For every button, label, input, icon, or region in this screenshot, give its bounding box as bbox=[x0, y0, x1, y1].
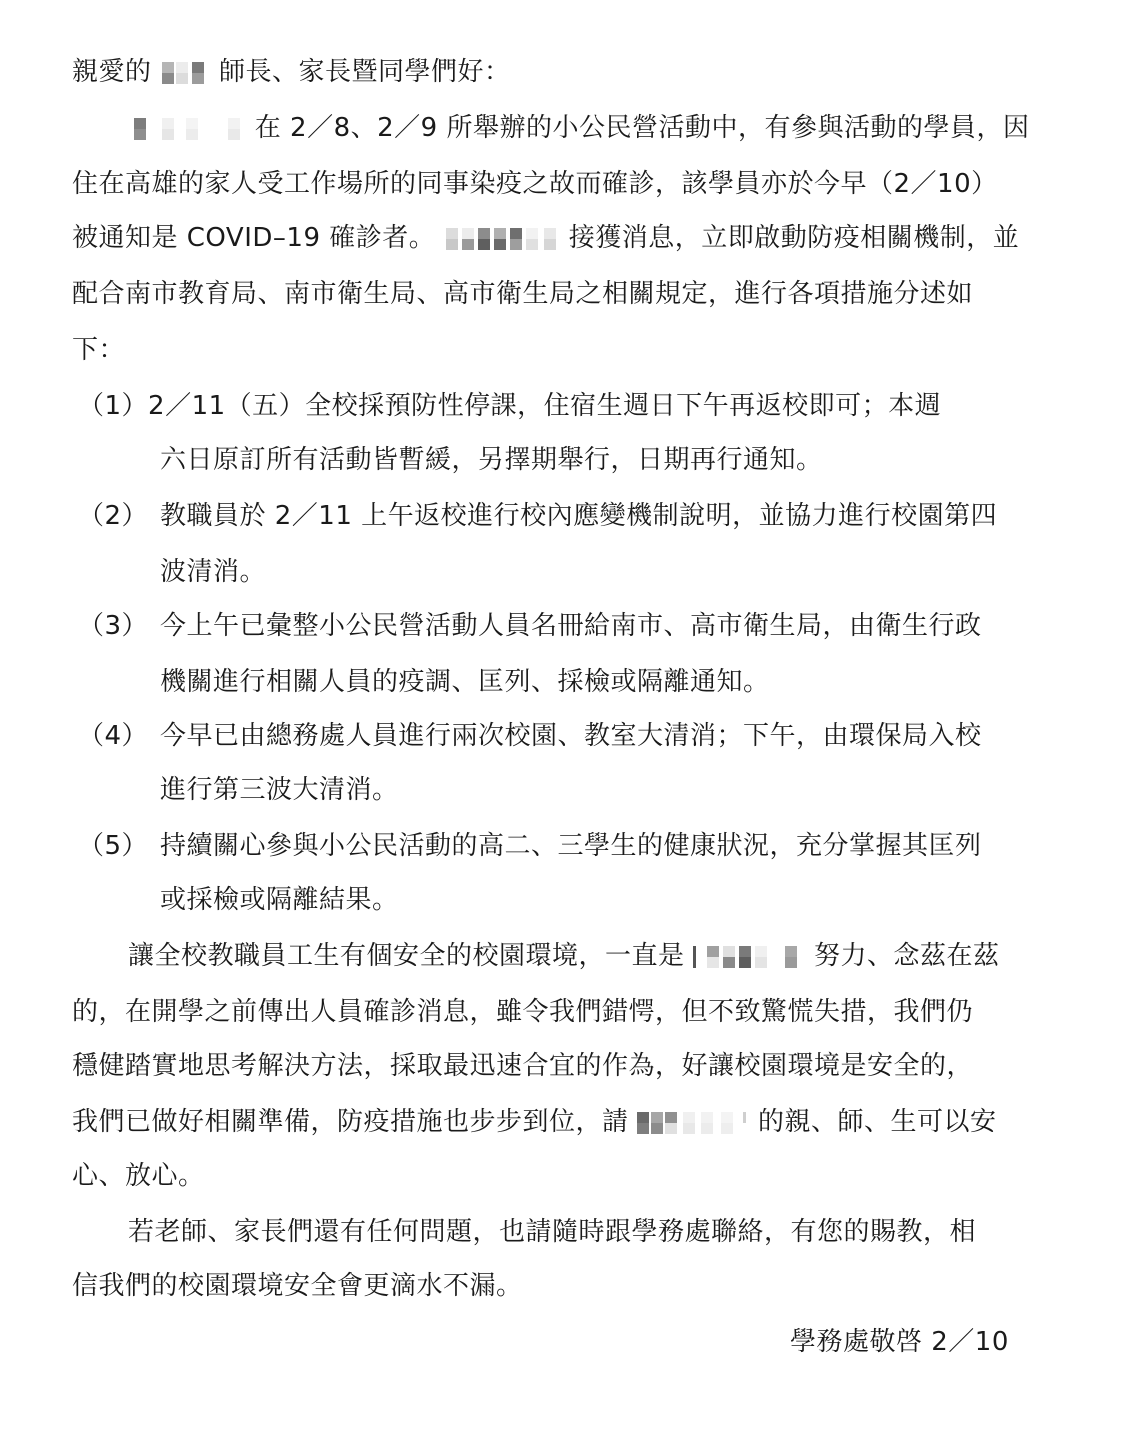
para2-line2: 的，在開學之前傳出人員確診消息，雖令我們錯愕，但不致驚慌失措，我們仍 bbox=[72, 997, 974, 1027]
para2-line5: 心、放心。 bbox=[72, 1161, 205, 1191]
item-continuation: 波清消。 bbox=[160, 557, 267, 587]
list-item bbox=[78, 718, 982, 754]
list-item bbox=[78, 498, 997, 534]
para2-line4 bbox=[72, 1104, 997, 1140]
item-text: 今上午已彙整小公民營活動人員名冊給南市、高市衛生局，由衛生行政 bbox=[160, 611, 982, 641]
para2-line1 bbox=[128, 938, 1000, 974]
para2-line1-after: 努力、念茲在茲 bbox=[814, 941, 1000, 971]
para2-line4-after: 的親、師、生可以安 bbox=[758, 1107, 997, 1137]
para1-line3 bbox=[72, 220, 1019, 256]
para2-line4-before: 我們已做好相關準備，防疫措施也步步到位，請 bbox=[72, 1107, 629, 1137]
para2-line1-before: 讓全校教職員工生有個安全的校園環境，一直是 bbox=[128, 941, 685, 971]
item-number: （3） bbox=[78, 611, 149, 641]
para1-line3-before: 被通知是 COVID–19 確診者。 bbox=[72, 223, 436, 253]
item-number: （5） bbox=[78, 831, 149, 861]
para2-line3: 穩健踏實地思考解決方法，採取最迅速合宜的作為，好讓校園環境是安全的， bbox=[72, 1051, 974, 1081]
item-number: （2） bbox=[78, 501, 149, 531]
item-continuation: 或採檢或隔離結果。 bbox=[160, 885, 399, 915]
item-text: 教職員於 2／11 上午返校進行校內應變機制說明，並協力進行校園第四 bbox=[160, 501, 998, 531]
list-item bbox=[78, 608, 982, 644]
redacted-school-name bbox=[444, 228, 560, 250]
para1-line1 bbox=[128, 110, 1029, 146]
redacted-school-name bbox=[160, 62, 210, 84]
greeting-line bbox=[72, 54, 511, 90]
para1-line1-text: 在 2／8、2／9 所舉辦的小公民營活動中，有參與活動的學員，因 bbox=[254, 113, 1030, 143]
greeting-before: 親愛的 bbox=[72, 57, 152, 87]
item-number: （1） bbox=[78, 391, 149, 421]
redacted-school-name bbox=[128, 118, 246, 140]
para1-line4: 配合南市教育局、南市衛生局、高市衛生局之相關規定，進行各項措施分述如 bbox=[72, 279, 974, 309]
greeting-after: 師長、家長暨同學們好： bbox=[219, 57, 511, 87]
item-continuation: 進行第三波大清消。 bbox=[160, 775, 399, 805]
redacted-school-name bbox=[637, 1112, 749, 1134]
para1-line3-after: 接獲消息，立即啟動防疫相關機制，並 bbox=[568, 223, 1020, 253]
para1-line5: 下： bbox=[72, 335, 126, 365]
para3-line1: 若老師、家長們還有任何問題，也請隨時跟學務處聯絡，有您的賜教，相 bbox=[128, 1217, 977, 1247]
redacted-school-name bbox=[693, 946, 805, 968]
item-text: 今早已由總務處人員進行兩次校園、教室大清消；下午，由環保局入校 bbox=[160, 721, 982, 751]
item-text: 2／11（五）全校採預防性停課，住宿生週日下午再返校即可；本週 bbox=[148, 391, 942, 421]
para3-line2: 信我們的校園環境安全會更滴水不漏。 bbox=[72, 1271, 523, 1301]
list-item bbox=[78, 388, 941, 424]
item-continuation: 機關進行相關人員的疫調、匡列、採檢或隔離通知。 bbox=[160, 667, 770, 697]
item-text: 持續關心參與小公民活動的高二、三學生的健康狀況，充分掌握其匡列 bbox=[160, 831, 982, 861]
item-continuation: 六日原訂所有活動皆暫緩，另擇期舉行，日期再行通知。 bbox=[160, 445, 823, 475]
signature-line: 學務處敬啓 2／10 bbox=[790, 1327, 1009, 1357]
list-item bbox=[78, 828, 982, 864]
para1-line2: 住在高雄的家人受工作場所的同事染疫之故而確診，該學員亦於今早（2／10） bbox=[72, 169, 998, 199]
item-number: （4） bbox=[78, 721, 149, 751]
